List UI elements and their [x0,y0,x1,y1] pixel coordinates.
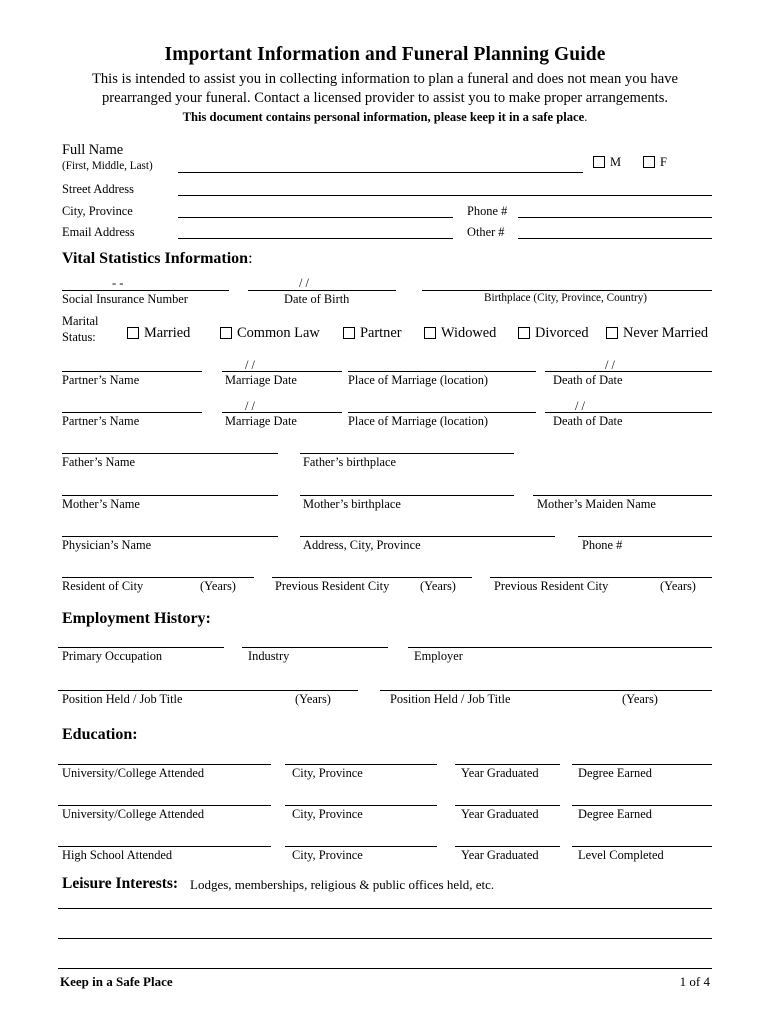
marriage-place-2-input[interactable] [348,412,536,413]
marriage-date-1-marks: / / [245,358,255,372]
education-heading: Education: [62,726,138,743]
vital-statistics-heading [62,250,253,268]
previous-resident-city-1-years-label: (Years) [420,579,456,593]
education-city-2-label: City, Province [292,807,363,821]
gender-male-label: M [610,155,622,169]
full-name-sub-label: (First, Middle, Last) [62,160,153,172]
phone-label: Phone # [467,204,508,218]
marriage-place-1-label: Place of Marriage (location) [348,373,489,387]
employer-label: Employer [414,649,463,663]
leisure-interests-line-2[interactable] [58,938,712,939]
physician-name-label: Physician’s Name [62,538,152,552]
partner-name-1-input[interactable] [62,371,202,372]
sin-input[interactable] [62,290,229,291]
birthplace-label: Birthplace (City, Province, Country) [484,292,648,304]
education-city-3-input[interactable] [285,846,437,847]
marital-widowed-checkbox[interactable] [424,327,436,339]
marriage-date-2-marks: / / [245,399,255,413]
street-address-label: Street Address [62,182,134,196]
marital-married-label: Married [144,325,191,341]
marital-divorced-label: Divorced [535,325,589,341]
mother-birthplace-label: Mother’s birthplace [303,497,401,511]
death-date-1-marks: / / [605,358,615,372]
sin-separator-marks: - - [112,276,124,290]
mother-birthplace-input[interactable] [300,495,514,496]
mother-name-input[interactable] [62,495,278,496]
marriage-date-1-label: Marriage Date [225,373,297,387]
position-held-2-label: Position Held / Job Title [390,692,511,706]
father-name-input[interactable] [62,453,278,454]
education-city-2-input[interactable] [285,805,437,806]
marital-status-label-line1: Marital [62,314,99,328]
physician-phone-input[interactable] [578,536,712,537]
full-name-label: Full Name [62,142,124,158]
father-birthplace-label: Father’s birthplace [303,455,397,469]
gender-female-checkbox[interactable] [643,156,655,168]
city-province-input[interactable] [178,217,453,218]
dob-label: Date of Birth [284,292,350,306]
sin-label: Social Insurance Number [62,292,188,306]
position-held-1-label: Position Held / Job Title [62,692,183,706]
previous-resident-city-1-input[interactable] [272,577,472,578]
marital-divorced-checkbox[interactable] [518,327,530,339]
resident-city-label: Resident of City [62,579,144,593]
death-date-2-input[interactable] [545,412,712,413]
marital-common-law-label: Common Law [237,325,320,341]
leisure-interests-heading: Leisure Interests: [62,875,179,892]
education-year-1-input[interactable] [455,764,560,765]
gender-male-checkbox[interactable] [593,156,605,168]
previous-resident-city-2-input[interactable] [490,577,712,578]
education-degree-3-label: Level Completed [578,848,664,862]
footer-page-number: 1 of 4 [679,974,710,989]
education-year-3-input[interactable] [455,846,560,847]
previous-resident-city-1-label: Previous Resident City [275,579,390,593]
marriage-place-2-label: Place of Marriage (location) [348,414,489,428]
education-city-1-label: City, Province [292,766,363,780]
position-held-2-input[interactable] [380,690,712,691]
partner-name-1-label: Partner’s Name [62,373,140,387]
education-school-2-input[interactable] [58,805,271,806]
birthplace-input[interactable] [422,290,712,291]
page-title: Important Information and Funeral Planning Guide [164,44,606,65]
education-year-2-label: Year Graduated [461,807,539,821]
partner-name-2-label: Partner’s Name [62,414,140,428]
safe-place-notice [58,110,712,125]
marital-status-label-line2: Status: [62,330,96,344]
previous-resident-city-2-label: Previous Resident City [494,579,609,593]
marriage-date-1-input[interactable] [222,371,342,372]
marital-common-law-checkbox[interactable] [220,327,232,339]
education-degree-3-input[interactable] [572,846,712,847]
education-school-1-input[interactable] [58,764,271,765]
dob-separator-marks: / / [299,276,309,290]
leisure-interests-description: Lodges, memberships, religious & public offices held, etc. [190,877,495,892]
email-address-input[interactable] [178,238,453,239]
mother-maiden-name-label: Mother’s Maiden Name [537,497,656,511]
education-city-1-input[interactable] [285,764,437,765]
education-degree-2-input[interactable] [572,805,712,806]
marital-married-checkbox[interactable] [127,327,139,339]
industry-label: Industry [248,649,290,663]
education-degree-1-input[interactable] [572,764,712,765]
father-birthplace-input[interactable] [300,453,514,454]
marital-widowed-label: Widowed [441,325,497,341]
primary-occupation-label: Primary Occupation [62,649,163,663]
death-date-1-input[interactable] [545,371,712,372]
marital-partner-checkbox[interactable] [343,327,355,339]
education-school-1-label: University/College Attended [62,766,205,780]
gender-female-label: F [660,155,667,169]
marriage-place-1-input[interactable] [348,371,536,372]
marital-partner-label: Partner [360,325,402,341]
intro-line-1: This is intended to assist you in collecting information to plan a funeral and does not mean you have [91,71,679,87]
primary-occupation-input[interactable] [58,647,224,648]
resident-city-years-label: (Years) [200,579,236,593]
safe-place-notice-text: This document contains personal information, please keep it in a safe place [182,110,585,124]
industry-input[interactable] [242,647,388,648]
employer-input[interactable] [408,647,712,648]
other-phone-label: Other # [467,225,505,239]
city-province-label: City, Province [62,204,133,218]
position-held-1-input[interactable] [58,690,358,691]
physician-name-input[interactable] [62,536,278,537]
position-held-2-years-label: (Years) [622,692,658,706]
father-name-label: Father’s Name [62,455,136,469]
footer-keep-safe: Keep in a Safe Place [60,974,173,989]
physician-address-input[interactable] [300,536,555,537]
email-address-label: Email Address [62,225,135,239]
education-year-1-label: Year Graduated [461,766,539,780]
death-date-1-label: Death of Date [553,373,623,387]
physician-phone-label: Phone # [582,538,623,552]
dob-input[interactable] [248,290,396,291]
leisure-interests-line-1[interactable] [58,908,712,909]
resident-city-input[interactable] [62,577,254,578]
death-date-2-marks: / / [575,399,585,413]
education-degree-1-label: Degree Earned [578,766,652,780]
mother-maiden-name-input[interactable] [533,495,712,496]
mother-name-label: Mother’s Name [62,497,140,511]
marriage-date-2-label: Marriage Date [225,414,297,428]
education-school-2-label: University/College Attended [62,807,205,821]
death-date-2-label: Death of Date [553,414,623,428]
intro-line-2: prearranged your funeral. Contact a licensed provider to assist you to make proper arrangements. [101,89,669,106]
vital-statistics-heading-tail: : [248,250,253,267]
education-city-3-label: City, Province [292,848,363,862]
education-school-3-label: High School Attended [62,848,173,862]
marriage-date-2-input[interactable] [222,412,342,413]
education-school-3-input[interactable] [58,846,271,847]
partner-name-2-input[interactable] [62,412,202,413]
safe-place-notice-tail: . [584,110,588,124]
phone-input[interactable] [518,217,712,218]
marital-never-married-checkbox[interactable] [606,327,618,339]
full-name-input[interactable] [178,172,583,173]
street-address-input[interactable] [178,195,712,196]
position-held-1-years-label: (Years) [295,692,331,706]
footer-divider [58,968,712,969]
marital-never-married-label: Never Married [623,325,709,341]
vital-statistics-heading-text: Vital Statistics Information [62,250,249,267]
education-year-3-label: Year Graduated [461,848,539,862]
education-degree-2-label: Degree Earned [578,807,652,821]
physician-address-label: Address, City, Province [303,538,421,552]
previous-resident-city-2-years-label: (Years) [660,579,696,593]
employment-history-heading: Employment History: [62,610,211,627]
education-year-2-input[interactable] [455,805,560,806]
other-phone-input[interactable] [518,238,712,239]
